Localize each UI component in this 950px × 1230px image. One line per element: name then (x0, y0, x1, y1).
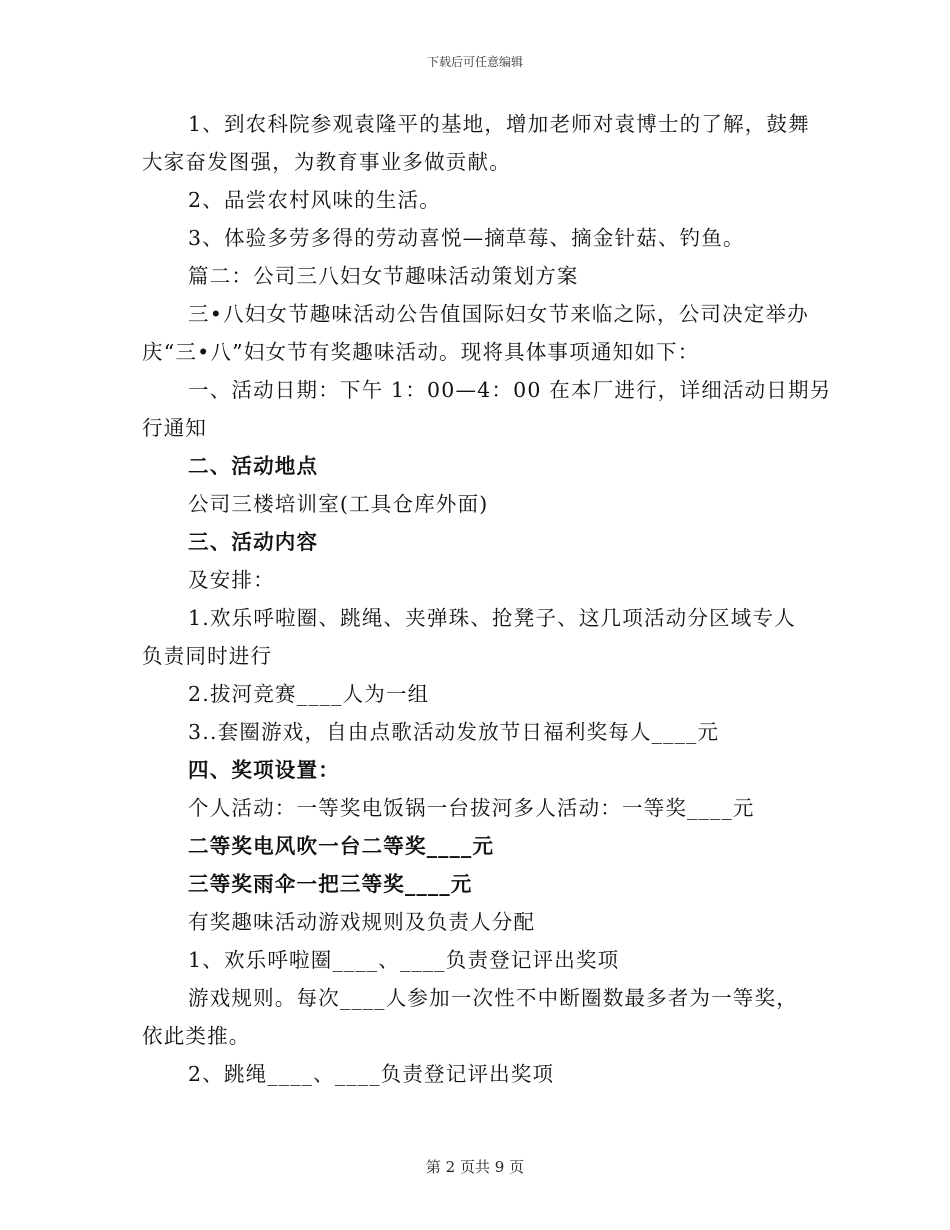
date-line-2: 行通知 (142, 416, 208, 440)
location-text: 公司三楼培训室(工具仓库外面) (188, 492, 489, 516)
heading-content: 三、活动内容 (188, 530, 319, 554)
rule-1-detail-line-2: 依此类推。 (142, 1024, 251, 1048)
item-1-line-1: 1.欢乐呼啦圈、跳绳、夹弹珠、抢凳子、这几项活动分区域专人 (188, 606, 796, 630)
prize-third: 三等奖雨伞一把三等奖____元 (188, 872, 473, 896)
rules-title: 有奖趣味活动游戏规则及负责人分配 (188, 910, 536, 934)
notice-line-2: 庆“三•八”妇女节有奖趣味活动。现将具体事项通知如下： (142, 340, 700, 364)
arrangement-label: 及安排： (188, 568, 275, 592)
rule-2: 2、跳绳____、____负责登记评出奖项 (188, 1062, 555, 1086)
page-footer: 第 2 页共 9 页 (425, 1158, 525, 1176)
prize-first: 个人活动：一等奖电饭锅一台拔河多人活动：一等奖____元 (188, 796, 755, 820)
item-3: 3..套圈游戏，自由点歌活动发放节日福利奖每人____元 (188, 720, 720, 744)
page-header: 下载后可任意编辑 (426, 55, 523, 69)
para-1-line-2: 大家奋发图强，为教育事业多做贡献。 (142, 150, 511, 174)
para-1-line-1: 1、到农科院参观袁隆平的基地，增加老师对袁博士的了解，鼓舞 (188, 112, 810, 136)
para-3: 3、体验多劳多得的劳动喜悦—摘草莓、摘金针菇、钓鱼。 (188, 226, 745, 250)
rule-1: 1、欢乐呼啦圈____、____负责登记评出奖项 (188, 948, 620, 972)
item-2: 2.拔河竞赛____人为一组 (188, 682, 430, 706)
notice-line-1: 三•八妇女节趣味活动公告值国际妇女节来临之际，公司决定举办 (188, 302, 809, 326)
date-line-1: 一、活动日期：下午 1：00—4：00 在本厂进行，详细活动日期另 (188, 378, 832, 402)
section-title: 篇二：公司三八妇女节趣味活动策划方案 (188, 264, 579, 288)
heading-prizes: 四、奖项设置： (188, 758, 340, 782)
para-2: 2、品尝农村风味的生活。 (188, 188, 441, 212)
rule-1-detail-line-1: 游戏规则。每次____人参加一次性不中断圈数最多者为一等奖， (188, 986, 798, 1010)
prize-second: 二等奖电风吹一台二等奖____元 (188, 834, 495, 858)
item-1-line-2: 负责同时进行 (142, 644, 273, 668)
heading-location: 二、活动地点 (188, 454, 319, 478)
